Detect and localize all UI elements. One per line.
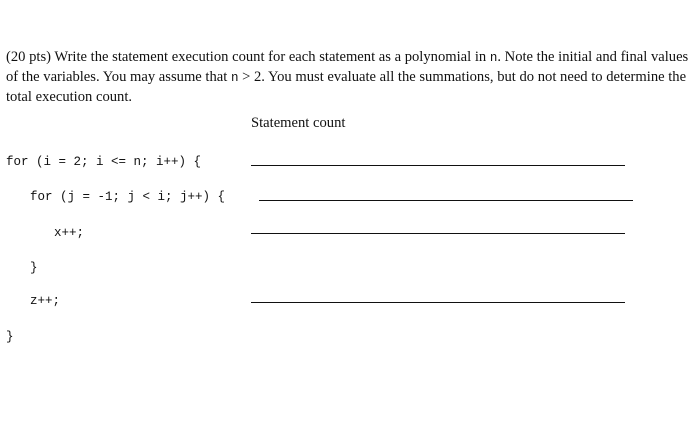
code-x-increment: x++; xyxy=(54,226,85,240)
question-points: (20 pts) xyxy=(6,49,51,65)
code-outer-for: for (i = 2; i <= n; i++) { xyxy=(6,155,202,169)
code-inner-for: for (j = -1; j < i; j++) { xyxy=(30,190,226,204)
code-inner-close-brace: } xyxy=(30,261,38,275)
question-text-part3: > 2. You must evaluate all the summations, but do not need to determine the total execution count. xyxy=(6,69,687,105)
statement-count-header: Statement count xyxy=(251,115,346,131)
answer-line-outer-for xyxy=(251,165,625,166)
question-text-part1: Write the statement execution count for each statement as a polynomial in xyxy=(51,49,490,65)
code-outer-close-brace: } xyxy=(6,330,14,344)
question-text-part2: . Note the initial and final values of the variables. You may assume that xyxy=(6,49,689,85)
answer-line-x-increment xyxy=(251,233,625,234)
variable-n: n xyxy=(489,51,498,65)
code-z-increment: z++; xyxy=(30,294,61,308)
question-prompt xyxy=(6,48,696,107)
answer-line-z-increment xyxy=(251,302,625,303)
answer-line-inner-for xyxy=(259,200,633,201)
variable-n: n xyxy=(230,71,239,85)
